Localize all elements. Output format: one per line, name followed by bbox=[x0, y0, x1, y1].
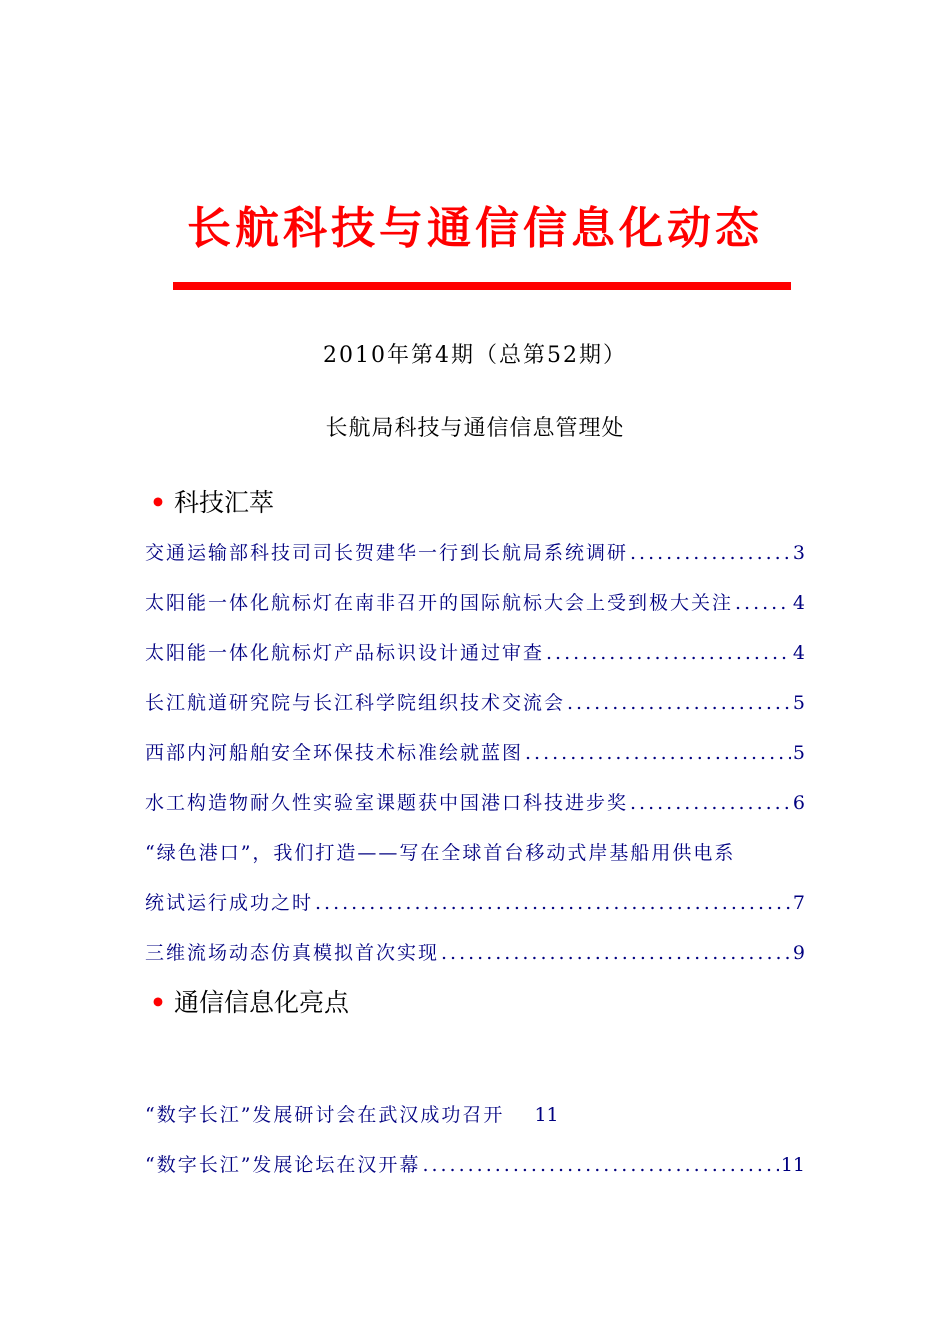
toc-entry[interactable] bbox=[145, 1150, 805, 1177]
toc-entry-title: 太阳能一体化航标灯产品标识设计通过审查 bbox=[145, 642, 545, 664]
toc-entry-page: 4 bbox=[792, 592, 805, 614]
toc-entry-page: 7 bbox=[792, 892, 805, 914]
toc-entry-title: 交通运输部科技司司长贺建华一行到长航局系统调研 bbox=[145, 542, 629, 564]
toc-leader bbox=[422, 1154, 778, 1176]
toc-entry[interactable] bbox=[145, 738, 805, 765]
toc-entry-page: 4 bbox=[792, 642, 805, 664]
toc-leader bbox=[315, 892, 791, 914]
toc-leader bbox=[441, 942, 791, 964]
section-heading-comm bbox=[150, 983, 349, 1019]
toc-entry[interactable] bbox=[145, 688, 805, 715]
section-heading-tech bbox=[150, 483, 274, 519]
bullet-icon: • bbox=[150, 988, 166, 1017]
toc-entry-page: 6 bbox=[792, 792, 805, 814]
toc-entry[interactable] bbox=[145, 638, 805, 665]
toc-entry[interactable] bbox=[145, 588, 805, 615]
toc-leader bbox=[630, 792, 791, 814]
toc-entry[interactable] bbox=[145, 538, 805, 565]
toc-entry-title: “绿色港口”，我们打造——写在全球首台移动式岸基船用供电系 bbox=[145, 842, 736, 864]
toc-entry-title: 太阳能一体化航标灯在南非召开的国际航标大会上受到极大关注 bbox=[145, 592, 734, 614]
toc-entry-page: 11 bbox=[780, 1154, 805, 1176]
toc-entry-page: 3 bbox=[792, 542, 805, 564]
section-heading-label: 科技汇萃 bbox=[173, 488, 274, 517]
toc-entry-title: 统试运行成功之时 bbox=[145, 892, 314, 914]
toc-leader bbox=[525, 742, 791, 764]
toc-entry-page: 5 bbox=[792, 692, 805, 714]
toc-entry[interactable] bbox=[145, 788, 805, 815]
toc-entry-title: 长江航道研究院与长江科学院组织技术交流会 bbox=[145, 692, 566, 714]
issue-number: 2010年第4期（总第52期） bbox=[323, 343, 627, 368]
toc-leader bbox=[567, 692, 791, 714]
toc-entry-page: 9 bbox=[792, 942, 805, 964]
toc-leader bbox=[630, 542, 791, 564]
toc-entry-title: “数字长江”发展研讨会在武汉成功召开 bbox=[145, 1104, 505, 1126]
toc-entry-page: 5 bbox=[792, 742, 805, 764]
toc-entry-title: 三维流场动态仿真模拟首次实现 bbox=[145, 942, 440, 964]
toc-leader bbox=[735, 592, 791, 614]
bullet-icon: • bbox=[150, 488, 166, 517]
toc-entry-page: 11 bbox=[534, 1104, 559, 1126]
toc-entry-title: “数字长江”发展论坛在汉开幕 bbox=[145, 1154, 421, 1176]
toc-entry[interactable] bbox=[145, 1100, 805, 1127]
toc-entry-line2[interactable] bbox=[145, 888, 805, 915]
toc-leader bbox=[546, 642, 791, 664]
document-title: 长航科技与通信信息化动态 bbox=[187, 203, 763, 254]
section-heading-label: 通信信息化亮点 bbox=[173, 988, 349, 1017]
toc-entry-title: 西部内河船舶安全环保技术标准绘就蓝图 bbox=[145, 742, 524, 764]
toc-entry[interactable] bbox=[145, 938, 805, 965]
toc-entry-line1[interactable] bbox=[145, 838, 805, 865]
title-rule bbox=[173, 282, 791, 290]
toc-entry-title: 水工构造物耐久性实验室课题获中国港口科技进步奖 bbox=[145, 792, 629, 814]
issuer: 长航局科技与通信信息管理处 bbox=[325, 416, 625, 441]
